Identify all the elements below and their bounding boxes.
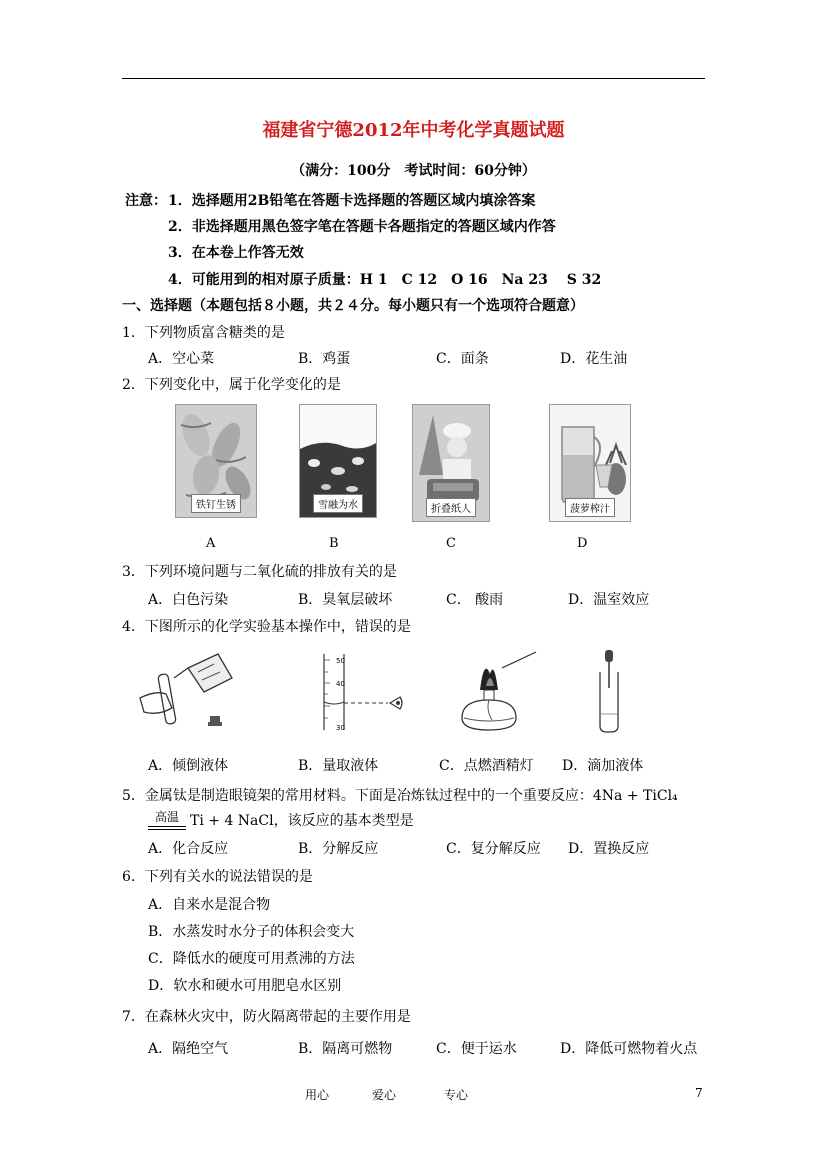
- reaction-arrow-underline: [148, 829, 186, 830]
- pouring-liquid-diagram: [138, 650, 238, 732]
- q1-stem: 1．下列物质富含糖类的是: [122, 325, 285, 341]
- q6-option-b: B．水蒸发时水分子的体积会变大: [148, 924, 355, 940]
- q3-stem: 3．下列环境问题与二氧化硫的排放有关的是: [122, 564, 397, 580]
- q5-option-a: A．化合反应: [148, 841, 229, 857]
- q2-stem: 2．下列变化中，属于化学变化的是: [122, 377, 341, 393]
- q2-letter-d: D: [577, 536, 588, 551]
- q5-option-d: D．置换反应: [568, 841, 650, 857]
- header-rule: [122, 78, 705, 79]
- condition-label: 高温: [154, 810, 179, 824]
- q6-option-a: A．自来水是混合物: [148, 897, 271, 913]
- q6-option-d: D．软水和硬水可用肥皂水区别: [148, 978, 342, 994]
- graduated-cylinder-diagram: [308, 650, 408, 734]
- q3-option-d: D．温室效应: [568, 592, 650, 608]
- q5-stem-line2: Ti + 4 NaCl，该反应的基本类型是: [190, 813, 414, 829]
- caption-d: 菠萝榨汁: [565, 498, 615, 517]
- exam-info: （满分：100分 考试时间：60分钟）: [291, 163, 536, 179]
- q3-option-a: A．白色污染: [148, 592, 229, 608]
- q1-option-b: B．鸡蛋: [298, 351, 351, 367]
- cylinder-tick-50: 50: [336, 657, 345, 665]
- q5-stem-line1: 5．金属钛是制造眼镜架的常用材料。下面是冶炼钛过程中的一个重要反应：4Na + TiCl₄: [122, 788, 678, 804]
- cylinder-tick-40: 40: [336, 680, 345, 688]
- page-number: 7: [695, 1086, 703, 1100]
- q1-option-d: D．花生油: [560, 351, 628, 367]
- q4-option-d: D．滴加液体: [562, 758, 644, 774]
- q7-option-a: A．隔绝空气: [148, 1041, 229, 1057]
- alcohol-lamp-diagram: [450, 648, 540, 734]
- note-item-2: 2．非选择题用黑色签字笔在答题卡各题指定的答题区域内作答: [168, 219, 556, 235]
- caption-a: 铁钉生锈: [191, 494, 241, 513]
- q7-option-b: B．隔离可燃物: [298, 1041, 393, 1057]
- q1-option-a: A．空心菜: [148, 351, 215, 367]
- q4-option-c: C．点燃酒精灯: [439, 758, 534, 774]
- q6-option-c: C．降低水的硬度可用煮沸的方法: [148, 951, 355, 967]
- q7-option-d: D．降低可燃物着火点: [560, 1041, 698, 1057]
- q6-stem: 6．下列有关水的说法错误的是: [122, 869, 313, 885]
- note-item-3: 3．在本卷上作答无效: [168, 245, 304, 261]
- q4-stem: 4．下图所示的化学实验基本操作中，错误的是: [122, 619, 411, 635]
- q3-option-c: C． 酸雨: [446, 592, 504, 608]
- footer-word-1: 用心: [305, 1088, 330, 1102]
- q5-option-c: C．复分解反应: [446, 841, 541, 857]
- reaction-condition: [148, 806, 186, 830]
- note-item-1: 1．选择题用2B铅笔在答题卡选择题的答题区域内填涂答案: [168, 193, 536, 209]
- q2-letter-c: C: [446, 536, 456, 551]
- reaction-arrow: [148, 826, 186, 827]
- notes-label: 注意：: [125, 193, 167, 209]
- photo-pineapple-juice: [549, 404, 631, 522]
- q2-letter-a: A: [206, 536, 216, 551]
- q4-option-b: B．量取液体: [298, 758, 379, 774]
- cylinder-tick-30: 30: [336, 724, 345, 732]
- note-item-4: 4．可能用到的相对原子质量：H 1 C 12 O 16 Na 23 S 32: [168, 272, 602, 288]
- q5-option-b: B．分解反应: [298, 841, 379, 857]
- page-title: 福建省宁德2012年中考化学真题试题: [262, 120, 565, 141]
- q2-letter-b: B: [329, 536, 339, 551]
- q7-stem: 7．在森林火灾中，防火隔离带起的主要作用是: [122, 1009, 411, 1025]
- q4-option-a: A．倾倒液体: [148, 758, 229, 774]
- photo-melting-snow: [299, 404, 377, 518]
- section-heading: 一、选择题（本题包括８小题，共２４分。每小题只有一个选项符合题意）: [122, 298, 584, 314]
- q3-option-b: B．臭氧层破坏: [298, 592, 393, 608]
- caption-b: 雪融为水: [313, 494, 363, 513]
- footer-word-2: 爱心: [372, 1088, 397, 1102]
- q1-option-c: C．面条: [436, 351, 489, 367]
- q7-option-c: C．便于运水: [436, 1041, 517, 1057]
- photo-rusty-nails: [175, 404, 257, 518]
- footer-word-3: 专心: [444, 1088, 469, 1102]
- caption-c: 折叠纸人: [426, 498, 476, 517]
- dropper-diagram: [590, 648, 630, 734]
- photo-folded-paper-figure: [412, 404, 490, 522]
